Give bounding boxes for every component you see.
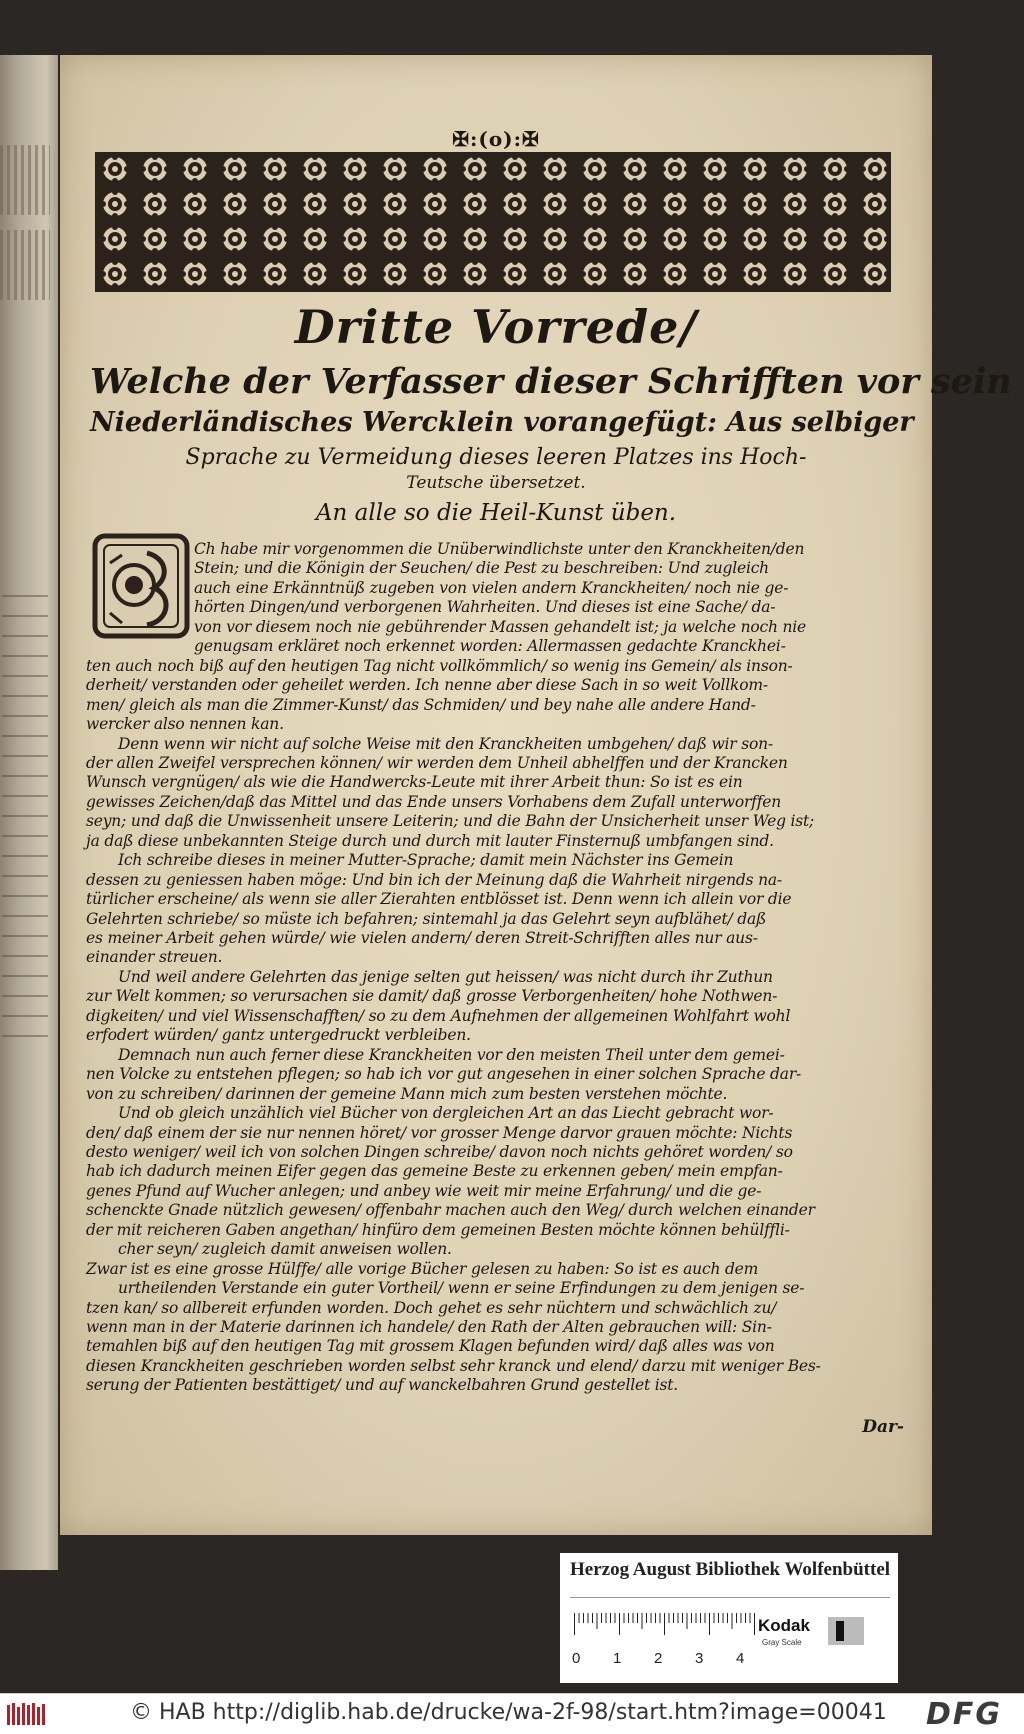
text-line: einander streuen. — [86, 948, 223, 967]
ruler-tick — [669, 1613, 670, 1623]
facing-page-ornament — [0, 145, 50, 215]
text-line: Zwar ist es eine grosse Hülffe/ alle vorige Bücher gelesen zu haben: So ist es auch dem — [86, 1259, 759, 1278]
text-line: der allen Zweifel versprechen können/ wir werden dem Unheil abhelffen und der Krancken — [86, 753, 788, 772]
text-line: diesen Kranckheiten geschrieben worden selbst sehr kranck und elend/ darzu mit weniger Bes- — [86, 1356, 821, 1375]
ruler-tick — [754, 1613, 755, 1635]
text-line: Stein; und die Königin der Seuchen/ die Pest zu beschreiben: Und zugleich — [194, 559, 769, 578]
ruler-tick — [741, 1613, 742, 1623]
text-line: urtheilenden Verstande ein guter Vortheil/ wenn er seine Erfindungen zu dem jenigen se- — [118, 1279, 805, 1298]
ruler-tick — [750, 1613, 751, 1623]
ruler-tick — [633, 1613, 634, 1623]
ruler-tick — [624, 1613, 625, 1623]
catchword: Dar- — [862, 1417, 904, 1437]
scale-number: 3 — [695, 1650, 704, 1667]
ruler-tick — [732, 1613, 733, 1629]
gray-patch — [828, 1617, 864, 1645]
text-line: digkeiten/ und viel Wissenschafften/ so zu dem Aufnehmen der allgemeinen Wohlfahrt wohl — [86, 1006, 791, 1025]
text-line: derheit/ verstanden oder geheilet werden. Ich nenne aber diese Sach in so weit Vollkom- — [86, 676, 768, 695]
ruler-tick — [714, 1613, 715, 1623]
kodak-brand: Kodak — [758, 1616, 810, 1635]
ruler-tick — [646, 1613, 647, 1623]
text-line: der mit reicheren Gaben angethan/ hinfüro dem gemeinen Besten möchte können behülffli- — [86, 1220, 790, 1239]
ruler-tick — [709, 1613, 710, 1635]
ruler-tick — [583, 1613, 584, 1623]
text-line: erfodert würden/ gantz untergedruckt verbleiben. — [86, 1026, 471, 1045]
text-line: temahlen biß auf den heutigen Tag mit grossem Klagen befunden wird/ daß alles was von — [86, 1337, 775, 1356]
black-patch — [836, 1621, 844, 1641]
scale-number: 0 — [572, 1650, 581, 1667]
chapter-title: Dritte Vorrede/ — [294, 300, 698, 354]
ruler-tick — [745, 1613, 746, 1623]
text-line: genugsam erkläret noch erkennet worden: Allermassen gedachte Kranckhei- — [194, 637, 786, 656]
ruler-tick — [588, 1613, 589, 1623]
ruler-tick — [651, 1613, 652, 1623]
scale-number: 2 — [654, 1650, 663, 1667]
facing-page-bleedthrough — [2, 595, 48, 1055]
scale-number: 1 — [613, 1650, 622, 1667]
ruler-tick — [655, 1613, 656, 1623]
text-line: den/ daß einem der sie nur nennen höret/ vor grosser Menge darvor grauen möchte: Nichts — [86, 1123, 793, 1142]
text-line: genes Pfund auf Wucher anlegen; und anbey wie weit mir meine Erfahrung/ und die ge- — [86, 1181, 762, 1200]
ruler-tick — [597, 1613, 598, 1629]
text-line: hörten Dingen/und verborgenen Wahrheiten. Und dieses ist eine Sache/ da- — [194, 598, 776, 617]
text-line: Ch habe mir vorgenommen die Unüberwindlichste unter den Kranckheiten/den — [194, 540, 805, 558]
ruler-tick — [736, 1613, 737, 1623]
document-page — [60, 55, 1012, 1535]
hab-logo-icon — [6, 1701, 46, 1727]
text-line: von zu schreiben/ darinnen der gemeine Mann mich zum besten verstehen möchte. — [86, 1084, 728, 1103]
text-line: nen Volcke zu entstehen pflegen; so hab ich vor gut angesehen in einer solchen Sprache dar- — [86, 1065, 802, 1084]
text-line: wercker also nennen kan. — [86, 715, 284, 734]
text-line: Demnach nun auch ferner diese Kranckheiten vor den meisten Theil unter dem gemei- — [118, 1045, 785, 1064]
ruler-tick — [574, 1613, 575, 1635]
address-line: An alle so die Heil-Kunst üben. — [315, 500, 677, 526]
ruler-tick — [601, 1613, 602, 1623]
decorated-initial-icon — [92, 533, 190, 639]
subtitle-line-1: Welche der Verfasser dieser Schrifften vor sein — [90, 361, 1012, 402]
facing-page-edge — [0, 55, 58, 1570]
text-line: es meiner Arbeit gehen würde/ wie vielen andern/ deren Streit-Schrifften alles nur aus- — [86, 929, 758, 947]
ruler-tick — [628, 1613, 629, 1623]
ruler-tick — [660, 1613, 661, 1623]
text-line: Ich schreibe dieses in meiner Mutter-Sprache; damit mein Nächster ins Gemein — [118, 851, 734, 870]
text-line: Und ob gleich unzählich viel Bücher von dergleichen Art an das Liecht gebracht wor- — [118, 1104, 774, 1123]
text-line: Denn wenn wir nicht auf solche Weise mit den Kranckheiten umbgehen/ daß wir son- — [118, 734, 773, 753]
ruler-tick — [619, 1613, 620, 1635]
text-line: auch eine Erkänntnüß zugeben von vielen andern Kranckheiten/ noch nie ge- — [194, 578, 789, 597]
ruler-tick — [642, 1613, 643, 1629]
dfg-logo: DFG — [925, 1697, 1002, 1732]
subtitle-line-2: Niederländisches Wercklein vorangefügt: Aus selbiger — [90, 407, 914, 438]
text-line: wenn man in der Materie darinnen ich handele/ den Rath der Alten gebrauchen will: Sin- — [86, 1318, 772, 1336]
text-line: gewisses Zeichen/daß das Mittel und das Ende unsers Vorhabens dem Zufall unterworffen — [86, 792, 782, 811]
page-header-ornament: ✠:(o):✠ — [452, 127, 540, 151]
text-line: desto weniger/ weil ich von solchen Dingen schreibe/ davon noch nichts gehöret worden/ so — [86, 1142, 793, 1161]
ruler-tick — [673, 1613, 674, 1623]
ruler-tick — [678, 1613, 679, 1623]
text-line: dessen zu geniessen haben möge: Und bin ich der Meinung daß die Wahrheit nirgends na- — [86, 870, 782, 889]
text-line: ten auch noch biß auf den heutigen Tag nicht vollkömmlich/ so wenig ins Gemein/ als inson- — [86, 656, 793, 675]
gray-scale-ruler — [570, 1593, 890, 1683]
ruler-tick — [637, 1613, 638, 1623]
text-line: schenckte Gnade nützlich gewesen/ offenbahr machen auch den Weg/ durch welchen einander — [86, 1201, 815, 1220]
text-line: seyn; und daß die Unwissenheit unsere Leiterin; und die Bahn der Unsicherheit unser Weg ist; — [86, 812, 815, 831]
ruler-tick — [727, 1613, 728, 1623]
ruler-tick — [691, 1613, 692, 1623]
decorative-border-ornament — [95, 152, 891, 292]
text-line: men/ gleich als man die Zimmer-Kunst/ das Schmiden/ und bey nahe alle andere Hand- — [86, 695, 756, 714]
text-line: tzen kan/ so allbereit erfunden worden. Doch gehet es sehr nüchtern und schwächlich zu/ — [86, 1298, 777, 1317]
footer-bar — [0, 1693, 1024, 1734]
ruler-tick — [664, 1613, 665, 1635]
scale-number: 4 — [736, 1650, 745, 1667]
library-color-label — [560, 1553, 898, 1683]
subtitle-line-4: Teutsche übersetzet. — [406, 473, 586, 493]
ruler-tick — [610, 1613, 611, 1623]
text-line: von vor diesem noch nie gebührender Massen gehandelt ist; ja welche noch nie — [194, 617, 807, 636]
ruler-tick — [723, 1613, 724, 1623]
text-line: türlicher erscheine/ als wenn sie aller Zierahten entblösset ist. Denn wenn ich allein vor die — [86, 890, 792, 909]
text-line: ja daß diese unbekannten Steige durch und durch mit lauter Finsternuß umbfangen sind. — [86, 831, 774, 850]
text-line: serung der Patienten bestättiget/ und auf wanckelbahren Grund gestellet ist. — [86, 1376, 679, 1395]
ruler-tick — [705, 1613, 706, 1623]
ruler-tick — [696, 1613, 697, 1623]
text-line: hab ich dadurch meinen Eifer gegen das gemeine Beste zu erkennen geben/ mein empfan- — [86, 1162, 783, 1181]
text-line: cher seyn/ zugleich damit anweisen wollen. — [118, 1240, 452, 1259]
text-line: Wunsch vergnügen/ als wie die Handwercks-Leute mit ihrer Arbeit thun: So ist es ein — [86, 773, 743, 792]
text-line: Gelehrten schriebe/ so müste ich befahren; sintemahl ja das Gelehrt seyn aufblähet/ daß — [86, 909, 767, 928]
ruler-tick — [700, 1613, 701, 1623]
citation-link[interactable]: © HAB http://diglib.hab.de/drucke/wa-2f-98/start.htm?image=00041 — [130, 1700, 887, 1725]
ruler-tick — [592, 1613, 593, 1623]
library-name: Herzog August Bibliothek Wolfenbüttel — [570, 1559, 891, 1580]
ruler-tick — [687, 1613, 688, 1629]
text-line: Und weil andere Gelehrten das jenige selten gut heissen/ was nicht durch ihr Zuthun — [118, 967, 773, 986]
ruler-tick — [615, 1613, 616, 1623]
ruler-tick — [682, 1613, 683, 1623]
facing-page-ornament — [0, 230, 50, 300]
ruler-tick — [606, 1613, 607, 1623]
ruler-tick — [579, 1613, 580, 1623]
text-line: zur Welt kommen; so verursachen sie damit/ daß grosse Verborgenheiten/ hohe Nothwen- — [86, 987, 778, 1006]
subtitle-line-3: Sprache zu Vermeidung dieses leeren Platzes ins Hoch- — [185, 445, 807, 470]
ruler-tick — [718, 1613, 719, 1623]
gray-scale-caption: Gray Scale — [762, 1638, 802, 1647]
